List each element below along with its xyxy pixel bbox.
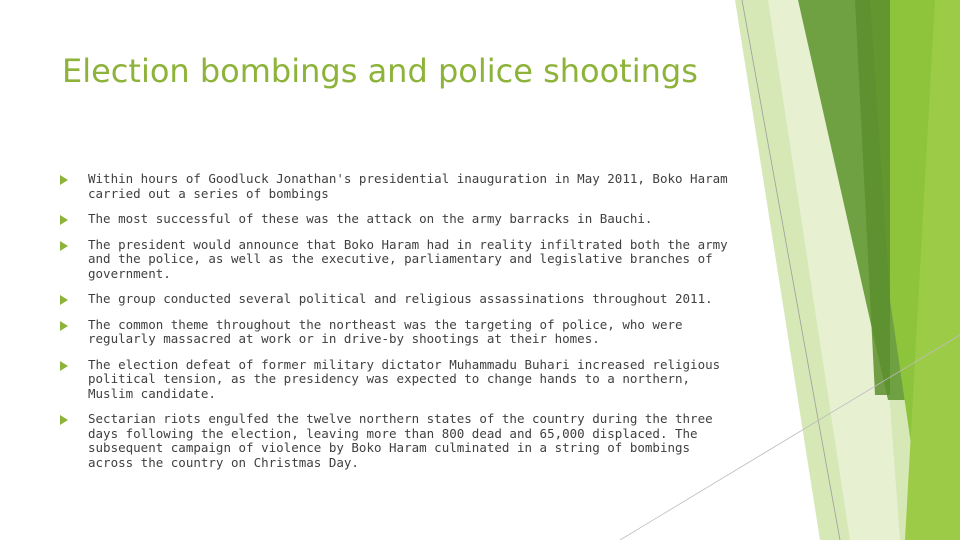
triangle-bullet-icon [60, 241, 68, 251]
list-item [60, 318, 730, 347]
bullet-text: The common theme throughout the northeast was the targeting of police, who were regularly massacred at work or in drive-by shootings at their homes. [88, 316, 683, 346]
list-item [60, 212, 730, 227]
bullet-text: Sectarian riots engulfed the twelve northern states of the country during the three days following the election, leaving more than 800 dead and 65,000 displaced. The subsequent campaign of violence by Boko Haram culminated in a string of bombings across the country on Christmas Day. [88, 411, 713, 470]
triangle-bullet-icon [60, 321, 68, 331]
list-item [60, 412, 730, 470]
bullet-text: The group conducted several political and religious assassinations throughout 2011. [88, 291, 713, 306]
triangle-bullet-icon [60, 361, 68, 371]
triangle-bullet-icon [60, 295, 68, 305]
bullet-text: The most successful of these was the attack on the army barracks in Bauchi. [88, 211, 653, 226]
slide-title: Election bombings and police shootings [62, 52, 698, 90]
bullet-list [60, 172, 730, 481]
triangle-bullet-icon [60, 215, 68, 225]
list-item [60, 358, 730, 402]
triangle-bullet-icon [60, 175, 68, 185]
list-item [60, 238, 730, 282]
triangle-bullet-icon [60, 415, 68, 425]
list-item [60, 172, 730, 201]
list-item [60, 292, 730, 307]
bullet-text: The president would announce that Boko Haram had in reality infiltrated both the army and the police, as well as the executive, parliamentary and legislative branches of government. [88, 236, 728, 281]
bullet-text: The election defeat of former military dictator Muhammadu Buhari increased religious political tension, as the presidency was expected to change hands to a northern, Muslim candidate. [88, 356, 721, 401]
bullet-text: Within hours of Goodluck Jonathan's presidential inauguration in May 2011, Boko Haram carried out a series of bombings [88, 171, 728, 201]
